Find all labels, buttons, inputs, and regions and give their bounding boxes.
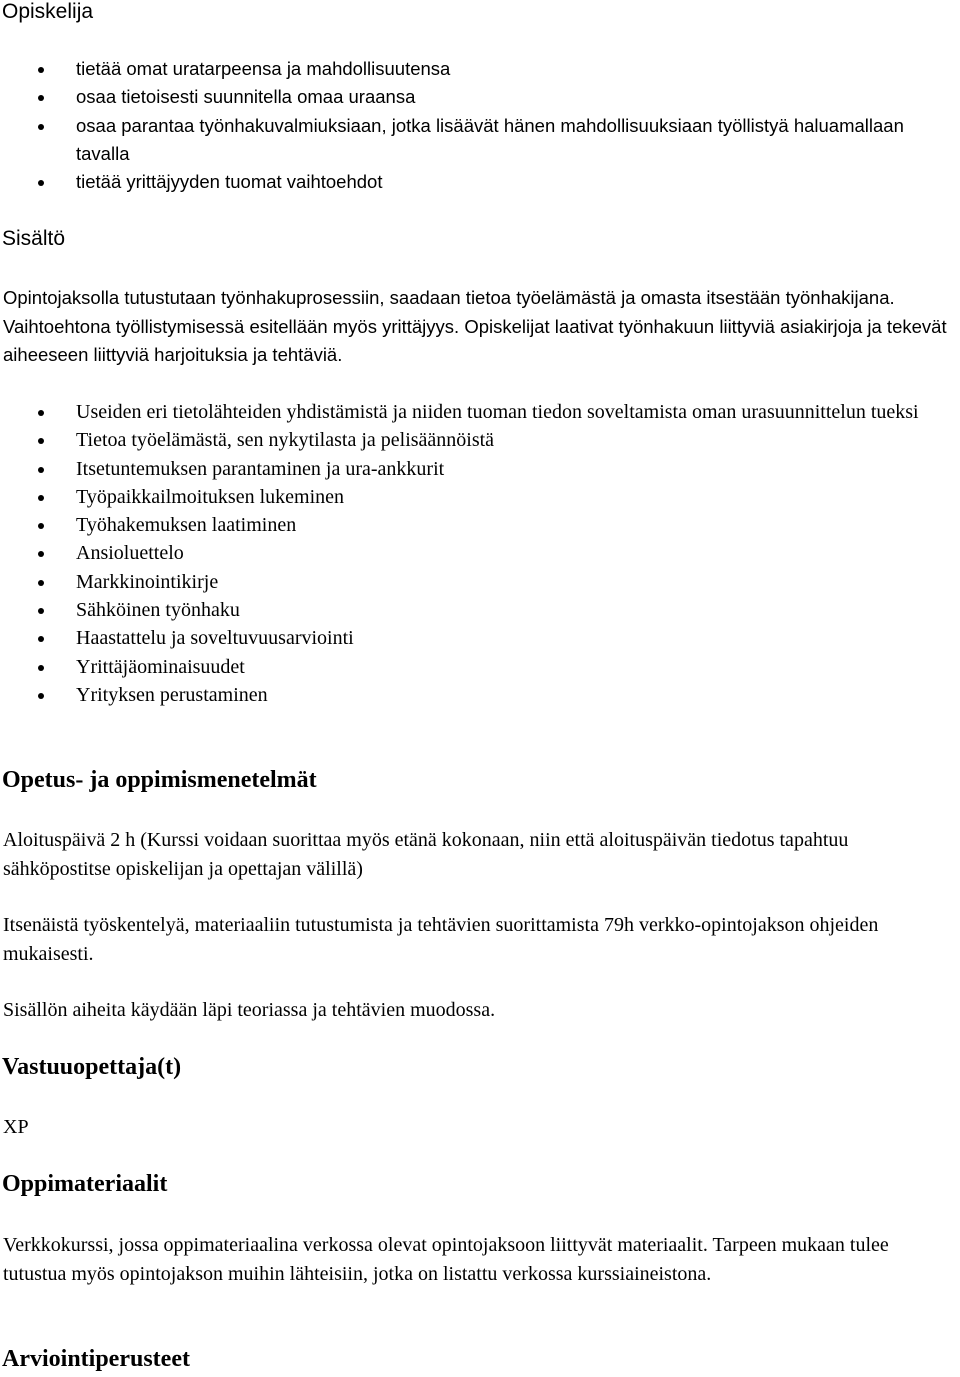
list-item: Useiden eri tietolähteiden yhdistämistä ja niiden tuoman tiedon soveltamista oman urasuunnittelun tueksi (0, 398, 960, 426)
teachers-value: XP (3, 1116, 29, 1138)
content-intro: Opintojaksolla tutustutaan työnhakuprosessiin, saadaan tietoa työelämästä ja omasta itsestään työnhakijana. Vaihtoehtona työllistymisessä esitellään myös yrittäjyys. Opiskelijat laativat työnhakuun liittyviä asiakirjoja ja tekevät aiheeseen liittyviä harjoituksia ja tehtäviä. (3, 287, 947, 365)
list-item: tietää yrittäjyyden tuomat vaihtoehdot (0, 168, 960, 196)
student-objectives-list (0, 55, 960, 196)
methods-paragraph-2: Itsenäistä työskentelyä, materiaaliin tutustumista ja tehtävien suorittamista 79h verkko-opintojakson ohjeiden mukaisesti. (3, 914, 879, 965)
bullet-icon (38, 551, 44, 557)
bullet-icon (38, 467, 44, 473)
list-item: Työpaikkailmoituksen lukeminen (0, 483, 960, 511)
assessment-heading: Arviointiperusteet (2, 1346, 190, 1372)
bullet-icon (38, 693, 44, 699)
bullet-icon (38, 410, 44, 416)
list-item: Itsetuntemuksen parantaminen ja ura-ankkurit (0, 455, 960, 483)
materials-text: Verkkokurssi, jossa oppimateriaalina verkossa olevat opintojaksoon liittyvät materiaalit. Tarpeen mukaan tulee tutustua myös opintojakson muihin lähteisiin, jotka on listattu verkossa kurssiaineistona. (3, 1234, 889, 1285)
bullet-icon (38, 95, 44, 101)
materials-heading: Oppimateriaalit (2, 1171, 168, 1197)
list-item: Sähköinen työnhaku (0, 596, 960, 624)
list-item: Yrityksen perustaminen (0, 681, 960, 709)
bullet-icon (38, 580, 44, 586)
bullet-icon (38, 180, 44, 186)
content-heading: Sisältö (2, 227, 66, 250)
bullet-icon (38, 67, 44, 73)
list-item: Haastattelu ja soveltuvuusarviointi (0, 624, 960, 652)
list-item: Yrittäjäominaisuudet (0, 653, 960, 681)
methods-heading: Opetus- ja oppimismenetelmät (2, 767, 317, 793)
list-item: osaa parantaa työnhakuvalmiuksiaan, jotka lisäävät hänen mahdollisuuksiaan työllistyä haluamallaan tavalla (0, 112, 960, 169)
methods-paragraph-3: Sisällön aiheita käydään läpi teoriassa ja tehtävien muodossa. (3, 999, 496, 1021)
student-heading: Opiskelija (2, 0, 94, 23)
list-item: osaa tietoisesti suunnitella omaa uraansa (0, 83, 960, 111)
list-item: Markkinointikirje (0, 568, 960, 596)
bullet-icon (38, 665, 44, 671)
bullet-icon (38, 438, 44, 444)
content-topics-list (0, 398, 960, 709)
bullet-icon (38, 495, 44, 501)
list-item: tietää omat uratarpeensa ja mahdollisuutensa (0, 55, 960, 83)
bullet-icon (38, 124, 44, 130)
list-item: Työhakemuksen laatiminen (0, 511, 960, 539)
bullet-icon (38, 523, 44, 529)
teachers-heading: Vastuuopettaja(t) (2, 1054, 182, 1080)
methods-paragraph-1: Aloituspäivä 2 h (Kurssi voidaan suorittaa myös etänä kokonaan, niin että aloituspäivän tiedotus tapahtuu sähköpostitse opiskelijan ja opettajan välillä) (3, 829, 849, 880)
list-item: Tietoa työelämästä, sen nykytilasta ja pelisäännöistä (0, 426, 960, 454)
bullet-icon (38, 608, 44, 614)
list-item: Ansioluettelo (0, 539, 960, 567)
bullet-icon (38, 636, 44, 642)
